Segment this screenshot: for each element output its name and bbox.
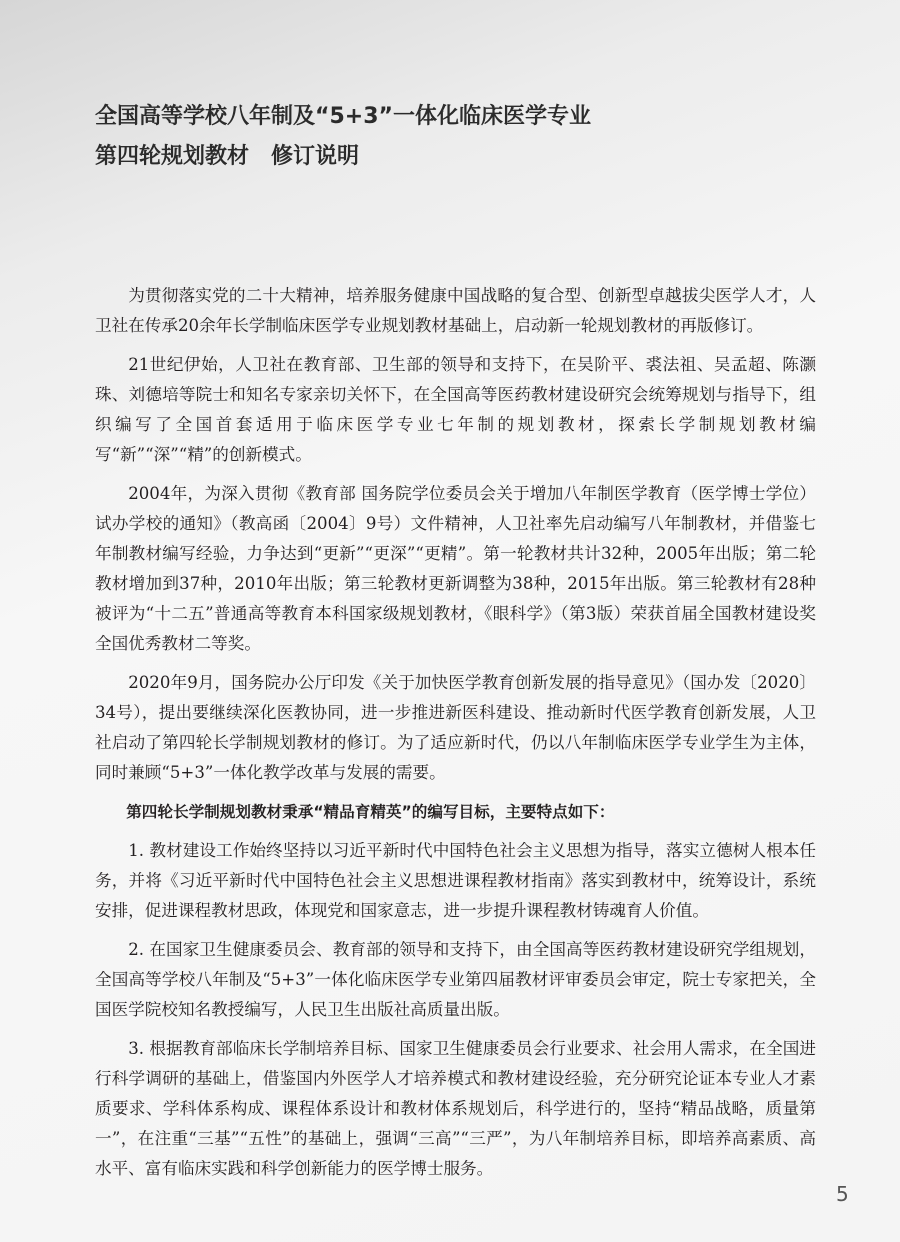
list-item: 2. 在国家卫生健康委员会、教育部的领导和支持下，由全国高等医药教材建设研究学组规划，全国高等学校八年制及“5+3”一体化临床医学专业第四届教材评审委员会审定，院士专家把关，全国医学院校知名教授编写，人民卫生出版社高质量出版。 <box>95 940 816 1019</box>
title-line-1: 全国高等学校八年制及“5+3”一体化临床医学专业 <box>95 104 591 129</box>
list-item: 1. 教材建设工作始终坚持以习近平新时代中国特色社会主义思想为指导，落实立德树人根本任务，并将《习近平新时代中国特色社会主义思想进课程教材指南》落实到教材中，统筹设计，系统安排，促进课程教材思政，体现党和国家意志，进一步提升课程教材铸魂育人价值。 <box>95 841 816 920</box>
paragraph: 2004年，为深入贯彻《教育部 国务院学位委员会关于增加八年制医学教育（医学博士学位）试办学校的通知》（教高函〔2004〕9号）文件精神，人卫社率先启动编写八年制教材，并借鉴七年制教材编写经验，力争达到“更新”“更深”“更精”。第一轮教材共计32种，2005年出版；第二轮教材增加到37种，2010年出版；第三轮教材更新调整为38种，2015年出版。第三轮教材有28种被评为“十二五”普通高等教育本科国家级规划教材，《眼科学》（第3版）荣获首届全国教材建设奖全国优秀教材二等奖。 <box>95 484 816 653</box>
paragraph: 21世纪伊始，人卫社在教育部、卫生部的领导和支持下，在吴阶平、裘法祖、吴孟超、陈灏珠、刘德培等院士和知名专家亲切关怀下，在全国高等医药教材建设研究会统筹规划与指导下，组织编写了全国首套适用于临床医学专业七年制的规划教材，探索长学制规划教材编写“新”“深”“精”的创新模式。 <box>95 355 816 464</box>
page-title <box>95 97 591 177</box>
document-body <box>95 281 816 1193</box>
features-heading: 第四轮长学制规划教材秉承“精品育精英”的编写目标，主要特点如下： <box>126 803 615 821</box>
paragraph: 为贯彻落实党的二十大精神，培养服务健康中国战略的复合型、创新型卓越拔尖医学人才，人卫社在传承20余年长学制临床医学专业规划教材基础上，启动新一轮规划教材的再版修订。 <box>95 286 816 335</box>
title-line-2: 第四轮规划教材 修订说明 <box>95 144 360 169</box>
list-item: 3. 根据教育部临床长学制培养目标、国家卫生健康委员会行业要求、社会用人需求，在全国进行科学调研的基础上，借鉴国内外医学人才培养模式和教材建设经验，充分研究论证本专业人才素质要求、学科体系构成、课程体系设计和教材体系规划后，科学进行的，坚持“精品战略，质量第一”，在注重“三基”“五性”的基础上，强调“三高”“三严”，为八年制培养目标，即培养高素质、高水平、富有临床实践和科学创新能力的医学博士服务。 <box>95 1039 816 1178</box>
paragraph: 2020年9月，国务院办公厅印发《关于加快医学教育创新发展的指导意见》（国办发〔2020〕34号），提出要继续深化医教协同，进一步推进新医科建设、推动新时代医学教育创新发展，人卫社启动了第四轮长学制规划教材的修订。为了适应新时代，仍以八年制临床医学专业学生为主体，同时兼顾“5+3”一体化教学改革与发展的需要。 <box>95 673 816 782</box>
page-number: 5 <box>836 1182 849 1206</box>
